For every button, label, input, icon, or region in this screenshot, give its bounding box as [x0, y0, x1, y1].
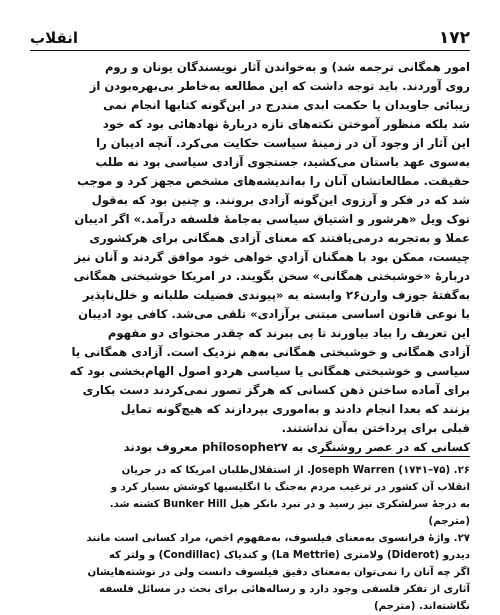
text-line: شد بلکه منظور آموختن نکته‌های تازه دربارهٔ نهادهائی بود که خود [102, 117, 470, 131]
page-number: ۱۷۲ [438, 28, 470, 48]
text-line: توک ویل «هرشور و اشتیاق سیاسی به‌جامهٔ فلسفه درآمد.» اگر ادیبان [74, 212, 470, 226]
footnote-line: انقلاب آن کشور در ترغیب مردم به‌جنگ با انگلیسیها کوشش بسیار کرد و [110, 482, 470, 493]
text-line: دربارهٔ «خوشبختی همگانی» سخن بگویند. در امریکا خوشبختی همگانی [73, 269, 470, 283]
text-line: آزادی همگانی و خوشبختی همگانی به‌هم نزدیک است. آزادی همگانی یا [71, 345, 470, 359]
text-line: به‌سوی عهد باستان می‌کشید، جستجوی آزادی سیاسی بود نه طلب [95, 155, 470, 169]
text-line: سیاسی و خوشبختی همگانی یا سیاسی هردو اصول الهام‌بخشی بود که [69, 364, 470, 378]
text-line: این تعریف را بیاد بیاورند تا پی ببرند که چقدر محتوای دو مفهوم [107, 326, 470, 340]
text-line: برای آماده ساختن ذهن کسانی که هرگز تصور نمی‌کردند دست بکاری [82, 383, 470, 397]
running-title: انقلاب [30, 29, 79, 47]
header-rule [30, 50, 470, 51]
text-line: روی آوردند. باید توجه داشت که این مطالعه به‌خاطر بی‌بهره‌بودن از [89, 79, 470, 93]
text-line: چیست، ممکن بود با همگنان آزادیِ خواهی خود موافق گردند و آنان نیز [74, 250, 470, 264]
text-line: شد که در فکر و آرزوی این‌گونه آزادی برونند. و چنین بود که به‌قول [91, 193, 470, 207]
text-line: امور همگانی ترجمه شد) و به‌خواندن آثار نویسندگان یونان و روم [104, 60, 470, 74]
footnote-line: ۲۶. Joseph Warren (۱۷۴۱–۷۵). از استقلال‌طلبان امریکا که در جریان [121, 465, 470, 476]
main-text [30, 58, 470, 457]
text-line: حقیقت. مطالعاتشان آنان را به‌اندیشه‌های مشخص مجهز کرد و موجب [77, 174, 470, 188]
text-line: زیبائی جاویدان یا حکمت ابدی مندرج در این‌گونه کتابها انجام نمی [103, 98, 470, 112]
footnotes [30, 462, 470, 615]
text-line: بزنند که بعدا انجام دادند و به‌اموری بپردازند که هیچ‌گونه تمایل [120, 402, 470, 416]
footnote-line: آثاری از تفکر فلسفی وجود دارد و رساله‌هائی برای بحث در مسائل فلسفه [99, 584, 470, 595]
footnote-line: نگاشته‌اند. (مترجم) [374, 601, 470, 612]
page-header [30, 28, 470, 48]
footnote-line: دیدرو (Diderot) ولامتری (La Mettrie) و کندیاک (Condillac) و ولتر که [108, 550, 470, 561]
footnote-line: اگر چه آنان را نمی‌توان به‌معنای دقیق فیلسوف دانست ولی در نوشته‌هایشان [87, 567, 470, 578]
text-line: به‌گفتهٔ جوزف وارن۲۶ وابسته به «پیوندی فضیلت طلبانه و خلل‌ناپذیر [82, 288, 470, 302]
footnote-line: ۲۷. واژهٔ فرانسوی به‌معنای فیلسوف، به‌مفهوم اخص، مراد کسانی است مانند [86, 533, 470, 544]
footnote-line: (مترجم) [428, 516, 470, 527]
text-line: این آثار از وجود آن در زمینهٔ سیاست حکایت می‌کرد. آنچه ادیبان را [96, 136, 470, 150]
text-line: با نوعی قانون اساسی مبتنی برآزادی» تلقی می‌شد. کافی بود ادیبان [78, 307, 470, 321]
footnote-line: به درجهٔ سرلشکری نیز رسید و در نبرد بانکر هیل Bunker Hill کشته شد. [109, 499, 470, 510]
text-line: عملا و به‌تجربه درمی‌یافتند که معنای آزادی همگانی برای هرکشوری [89, 231, 470, 245]
text-line: قبلی برای پرداختن به‌آن نداشتند. [281, 421, 470, 435]
footnote-rule [320, 456, 470, 457]
text-line: کسانی که در عصر روشنگری به philosophe۲۷ معروف بودند [123, 440, 470, 454]
